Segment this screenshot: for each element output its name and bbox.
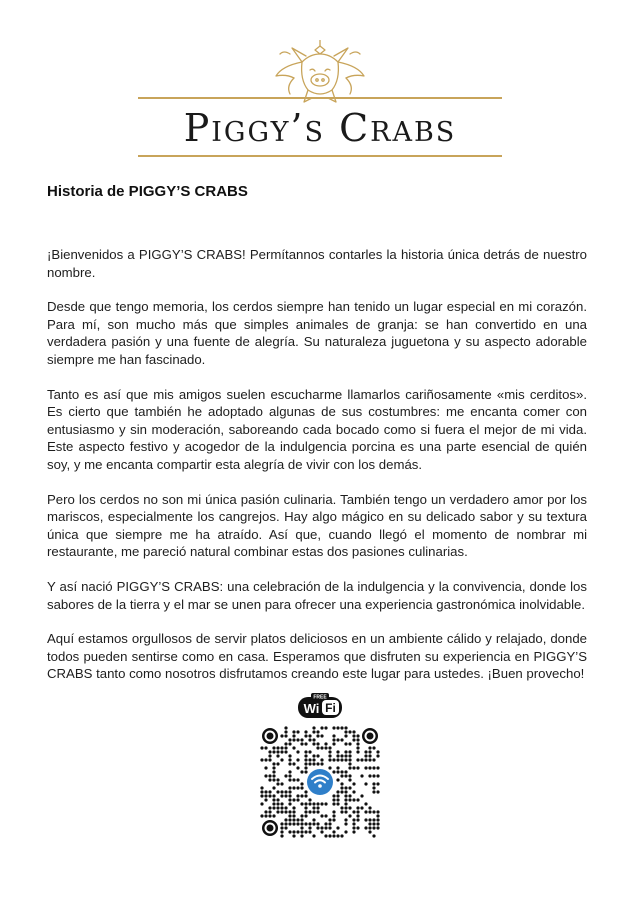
badge-fi-label: Fi	[325, 701, 336, 715]
brand-name: Piggy’s Crabs	[183, 106, 457, 150]
logo-divider-bottom	[138, 155, 502, 157]
paragraph-love-of-pigs: Desde que tengo memoria, los cerdos siempre han tenido un lugar especial en mi corazón. Para mí, son mucho más que simples animales de granja: se han convertido en una verdadera pasión y una fuente de alegría. Su naturaleza juguetona y su aspecto adorable siempre me han fascinado.	[47, 299, 587, 367]
paragraph-closing: Aquí estamos orgullosos de servir platos deliciosos en un ambiente cálido y relajado, donde todos pueden sentirse como en casa. Esperamos que disfruten su experiencia en PIGGY’S CRABS tanto como nosotros disfrutamos creando este lugar para ustedes. ¡Buen provecho!	[47, 631, 587, 682]
qr-finder-bottom-left	[262, 820, 278, 836]
paragraph-crabs: Pero los cerdos no son mi única pasión culinaria. También tengo un verdadero amor por los mariscos, especialmente los cangrejos. Hay algo mágico en su delicado sabor y su textura única que siempre me ha atraído. Así que, cuando llegó el momento de nombrar mi restaurante, me pareció natural combinar estas dos pasiones culinarias.	[47, 491, 587, 560]
badge-wi-label: Wi	[303, 701, 320, 716]
badge-free-label: FREE	[313, 694, 327, 701]
brand-logo	[0, 40, 640, 165]
pig-head-icon	[272, 40, 368, 112]
qr-finder-top-right	[362, 728, 378, 744]
page-title: Historia de PIGGY’S CRABS	[47, 183, 248, 200]
qr-finder-top-left	[262, 728, 278, 744]
free-wifi-badge	[297, 693, 343, 719]
story-text	[47, 246, 587, 700]
paragraph-origin: Y así nació PIGGY’S CRABS: una celebración de la indulgencia y la convivencia, donde los sabores de la tierra y el mar se unen para ofrecer una experiencia gastronómica inolvidable.	[47, 578, 587, 612]
paragraph-welcome: ¡Bienvenidos a PIGGY’S CRABS! Permítannos contarles la historia única detrás de nuestro nombre.	[47, 247, 587, 280]
logo-divider-top	[138, 97, 502, 99]
paragraph-mis-cerditos: Tanto es así que mis amigos suelen escucharme llamarlos cariñosamente «mis cerditos». Es cierto que también he adoptado algunas de sus costumbres: me encanta comer con entusiasmo y sin moderación, saboreando cada bocado como si fuera el mejor de mi vida. Este aspecto festivo y acogedor de la indulgencia porcina es una parte esencial de quién soy, y me encanta compartir esta alegría de vivir con los demás.	[47, 386, 587, 472]
wifi-icon	[305, 767, 335, 797]
wifi-qr-code[interactable]	[260, 726, 380, 838]
